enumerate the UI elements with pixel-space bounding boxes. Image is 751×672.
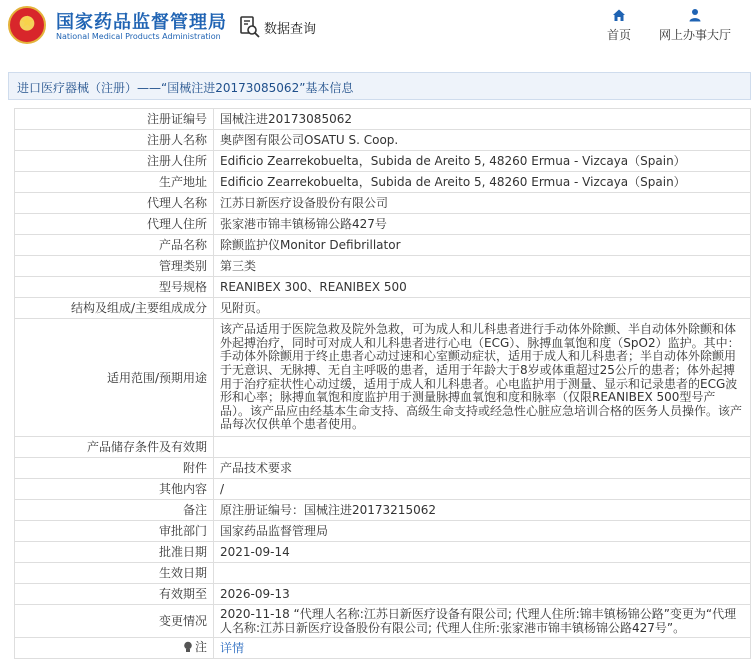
field-label: 管理类别 — [15, 256, 214, 277]
field-label: 批准日期 — [15, 542, 214, 563]
table-row — [15, 130, 751, 151]
brand-name-en[interactable]: National Medical Products Administration — [56, 32, 221, 41]
table-row — [15, 235, 751, 256]
field-label: 有效期至 — [15, 584, 214, 605]
table-row — [15, 605, 751, 638]
field-label: 生效日期 — [15, 563, 214, 584]
table-row — [15, 542, 751, 563]
field-value: 第三类 — [214, 256, 751, 277]
table-row — [15, 521, 751, 542]
user-icon — [688, 8, 702, 22]
field-label: 注册人住所 — [15, 151, 214, 172]
details-link[interactable]: 详情 — [220, 641, 245, 655]
field-label: 注册人名称 — [15, 130, 214, 151]
field-value: 见附页。 — [214, 298, 751, 319]
field-value: 除颤监护仪Monitor Defibrillator — [214, 235, 751, 256]
lightbulb-icon — [183, 641, 193, 653]
national-emblem-logo: ★ — [8, 6, 46, 44]
brand-name-cn[interactable]: 国家药品监督管理局 — [56, 12, 227, 33]
field-label: 代理人名称 — [15, 193, 214, 214]
field-value: 原注册证编号：国械注进20173215062 — [214, 500, 751, 521]
field-value: 该产品适用于医院急救及院外急救，可为成人和儿科患者进行手动体外除颤、半自动体外除颤和体外起搏治疗，同时可对成人和儿科患者进行心电（ECG）、脉搏血氧饱和度（SpO2）监护。其中：手动体外除颤用于终止患者心动过速和心室颤动症状，适用于成人和儿科患者；半自动体外除颤用于无意识、无脉搏、无自主呼吸的患者，适用于年龄大于8岁或体重超过25公斤的患者；体外起搏用于治疗症状性心动过缓，适用于成人和儿科患者。心电监护用于测量、显示和记录患者的ECG波形和心率；脉搏血氧饱和度监护用于测量脉搏血氧饱和度和脉率（仅限REANIBEX 500型号产品）。该产品应由经基本生命支持、高级生命支持或经急性心脏应急培训合格的医务人员操作。该产品每次仅供单个患者使用。 — [214, 319, 751, 437]
table-row — [15, 214, 751, 235]
field-value: 国家药品监督管理局 — [214, 521, 751, 542]
field-value: Edificio Zearrekobuelta，Subida de Areito 5, 48260 Ermua - Vizcaya（Spain） — [214, 172, 751, 193]
table-row — [15, 256, 751, 277]
field-label — [15, 638, 214, 659]
table-row — [15, 193, 751, 214]
field-value — [214, 638, 751, 659]
table-row — [15, 500, 751, 521]
field-value — [214, 563, 751, 584]
field-label: 结构及组成/主要组成成分 — [15, 298, 214, 319]
field-label: 附件 — [15, 458, 214, 479]
table-row — [15, 277, 751, 298]
field-value: Edificio Zearrekobuelta，Subida de Areito 5, 48260 Ermua - Vizcaya（Spain） — [214, 151, 751, 172]
field-value: 产品技术要求 — [214, 458, 751, 479]
nav-home[interactable] — [604, 8, 634, 43]
field-label: 生产地址 — [15, 172, 214, 193]
record-title-bar — [8, 72, 751, 100]
field-label: 代理人住所 — [15, 214, 214, 235]
field-value: 2020-11-18 “代理人名称:江苏日新医疗设备有限公司; 代理人住所:锦丰镇杨锦公路”变更为“代理人名称:江苏日新医疗设备股份有限公司; 代理人住所:张家港市锦丰镇杨锦公路427号”。 — [214, 605, 751, 638]
field-value: REANIBEX 300、REANIBEX 500 — [214, 277, 751, 298]
field-value: 2026-09-13 — [214, 584, 751, 605]
note-label: 注 — [194, 640, 207, 654]
device-info-table — [14, 108, 751, 659]
field-value: 江苏日新医疗设备股份有限公司 — [214, 193, 751, 214]
field-value: 奥萨图有限公司OSATU S. Coop. — [214, 130, 751, 151]
table-row — [15, 151, 751, 172]
table-row — [15, 563, 751, 584]
field-label: 产品名称 — [15, 235, 214, 256]
data-query-label: 数据查询 — [264, 21, 317, 37]
field-label: 审批部门 — [15, 521, 214, 542]
field-label: 注册证编号 — [15, 109, 214, 130]
table-row — [15, 109, 751, 130]
table-row — [15, 458, 751, 479]
table-row — [15, 479, 751, 500]
table-row — [15, 638, 751, 659]
home-icon — [612, 8, 626, 22]
field-label: 产品储存条件及有效期 — [15, 437, 214, 458]
nav-home-label: 首页 — [606, 28, 631, 42]
site-header — [0, 0, 751, 60]
field-value: 国械注进20173085062 — [214, 109, 751, 130]
search-document-icon — [240, 16, 260, 38]
table-row — [15, 298, 751, 319]
record-title: 进口医疗器械（注册）——“国械注进20173085062”基本信息 — [17, 81, 354, 95]
note-label-wrap — [183, 640, 207, 654]
table-row — [15, 437, 751, 458]
field-value: / — [214, 479, 751, 500]
field-label: 备注 — [15, 500, 214, 521]
field-label: 其他内容 — [15, 479, 214, 500]
field-value: 2021-09-14 — [214, 542, 751, 563]
field-label: 变更情况 — [15, 605, 214, 638]
data-query-button[interactable] — [240, 15, 316, 39]
nav-hall-label: 网上办事大厅 — [658, 28, 731, 42]
field-label: 适用范围/预期用途 — [15, 319, 214, 437]
table-row — [15, 319, 751, 437]
field-label: 型号规格 — [15, 277, 214, 298]
nav-online-service-hall[interactable] — [656, 8, 734, 43]
table-row — [15, 584, 751, 605]
field-value — [214, 437, 751, 458]
field-value: 张家港市锦丰镇杨锦公路427号 — [214, 214, 751, 235]
table-row — [15, 172, 751, 193]
